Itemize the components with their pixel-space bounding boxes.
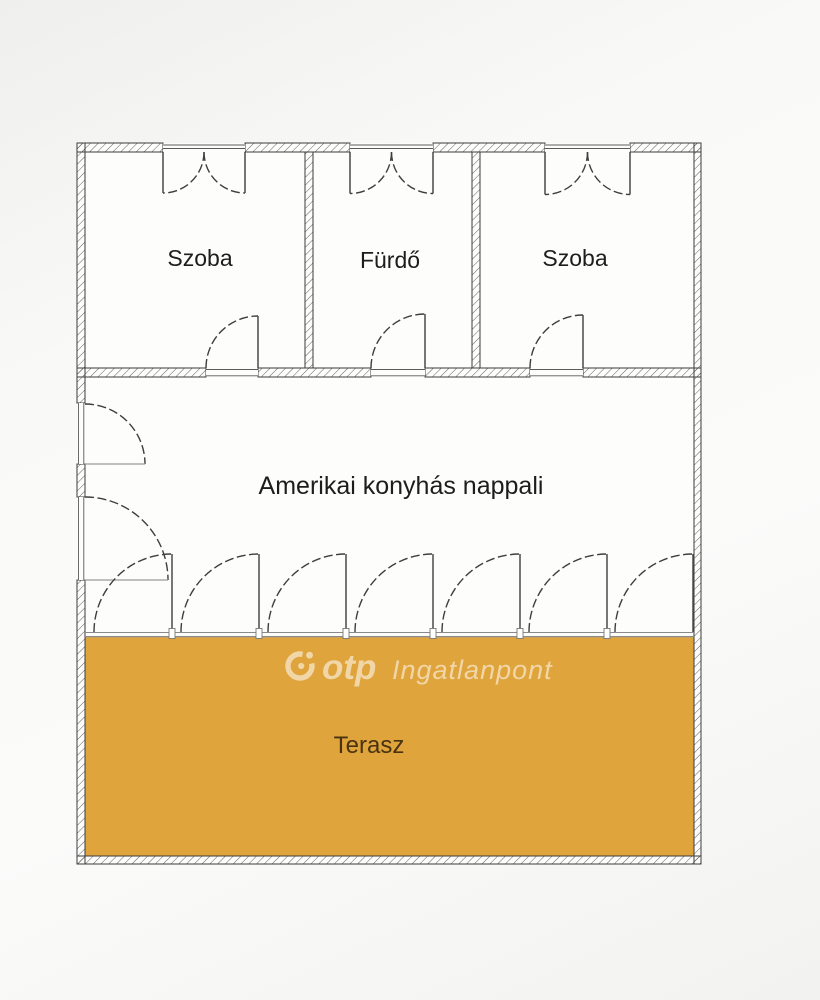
wall-segment	[305, 152, 313, 368]
room-label-furdo: Fürdő	[359, 247, 421, 273]
wall-segment	[433, 143, 545, 152]
wall-segment	[425, 368, 530, 377]
wall-segment	[77, 856, 701, 864]
room-label-szoba-2: Szoba	[542, 245, 608, 271]
wall-segment	[77, 368, 206, 377]
door-post	[169, 629, 175, 639]
wall-segment	[583, 368, 701, 377]
door-post	[604, 629, 610, 639]
watermark-brand: otp	[322, 648, 377, 687]
room-label-nappali: Amerikai konyhás nappali	[258, 472, 544, 500]
door-post	[256, 629, 262, 639]
wall-segment	[472, 152, 480, 368]
wall-segment	[245, 143, 350, 152]
wall-segment	[630, 143, 701, 152]
door-post	[430, 629, 436, 639]
wall-segment	[258, 368, 371, 377]
door-post	[517, 629, 523, 639]
room-label-szoba-1: Szoba	[167, 245, 233, 271]
room-label-terasz: Terasz	[333, 732, 405, 759]
wall-segment	[77, 143, 163, 152]
wall-segment	[694, 143, 701, 864]
door-post	[343, 629, 349, 639]
wall-segment	[77, 464, 85, 497]
watermark-suffix: Ingatlanpont	[392, 655, 553, 685]
wall-segment	[77, 143, 85, 403]
wall-segment	[77, 580, 85, 864]
